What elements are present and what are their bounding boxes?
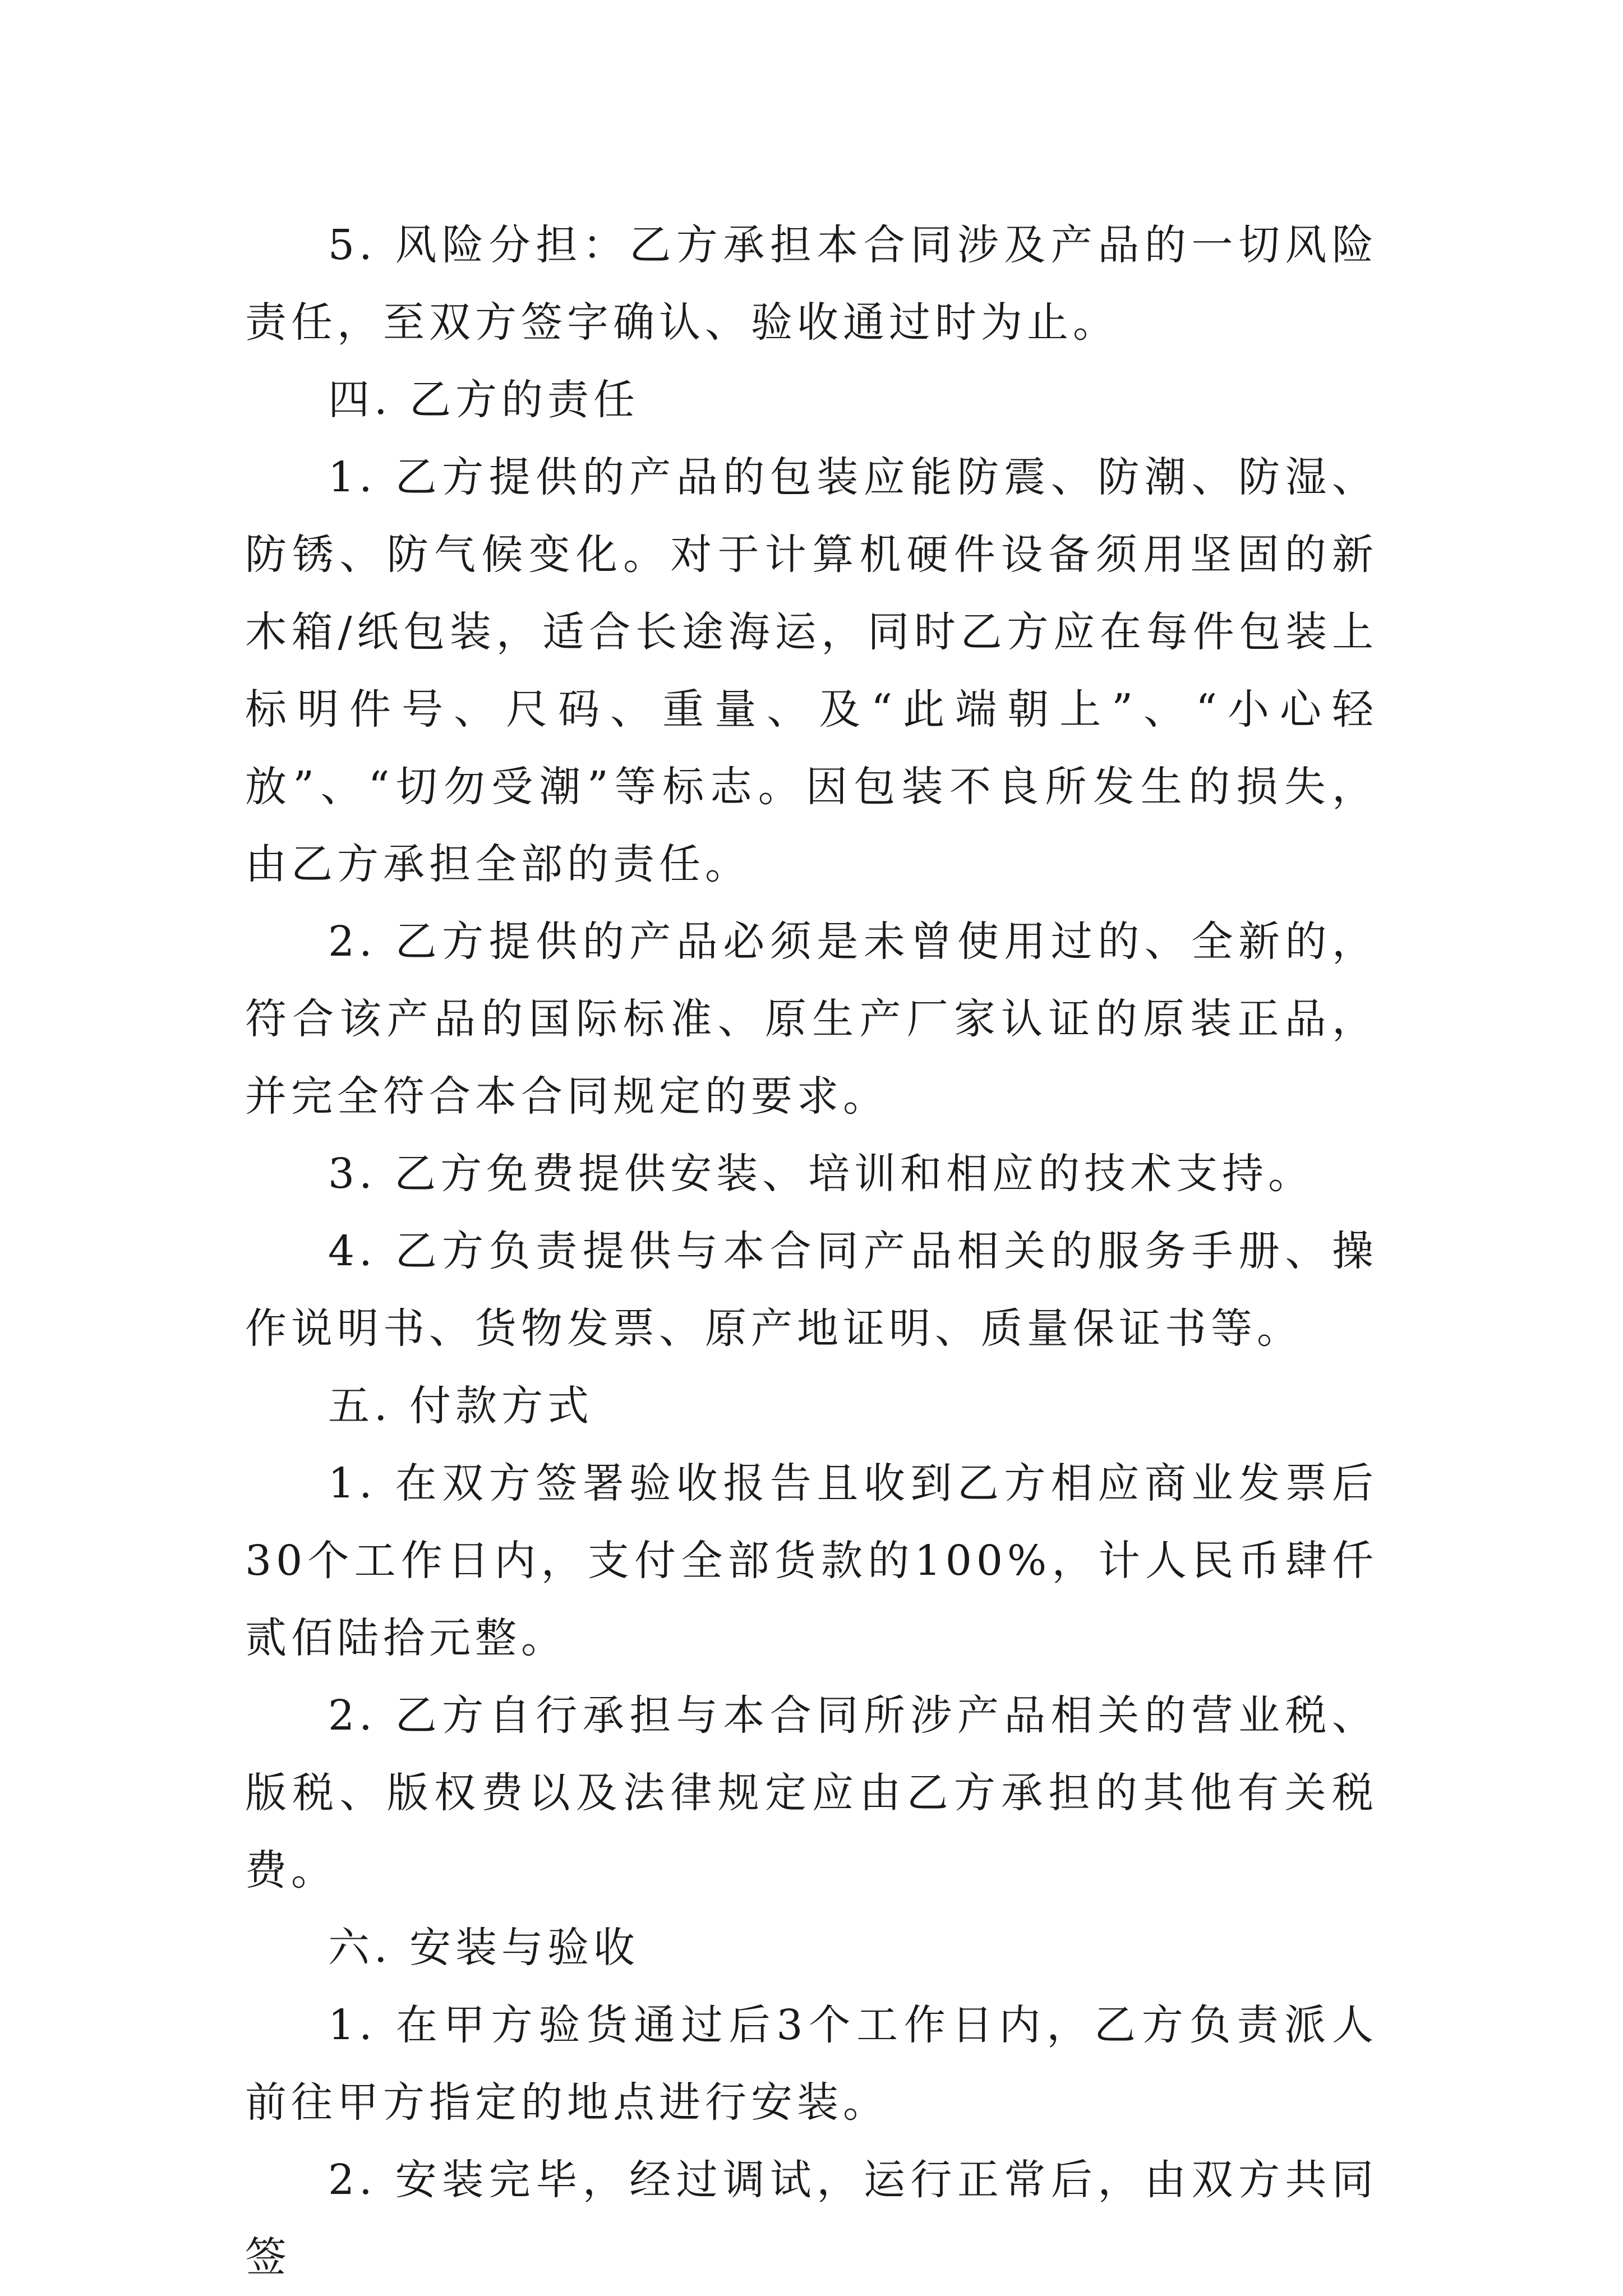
paragraph-installation-timing: 1. 在甲方验货通过后3个工作日内，乙方负责派人前往甲方指定的地点进行安装。: [245, 2001, 1378, 2127]
paragraph-taxes: 2. 乙方自行承担与本合同所涉产品相关的营业税、版税、版权费以及法律规定应由乙方承担的其他有关税费。: [245, 1691, 1378, 1894]
section-heading-party-b-responsibility: 四. 乙方的责任: [328, 376, 640, 424]
paragraph-risk-sharing: 5. 风险分担：乙方承担本合同涉及产品的一切风险责任，至双方签字确认、验收通过时为止。: [245, 221, 1378, 347]
paragraph-payment-terms: 1. 在双方签署验收报告且收到乙方相应商业发票后30个工作日内，支付全部货款的100%，计人民币肆仟贰佰陆拾元整。: [245, 1459, 1378, 1662]
paragraph-documentation: 4. 乙方负责提供与本合同产品相关的服务手册、操作说明书、货物发票、原产地证明、质量保证书等。: [245, 1227, 1378, 1353]
paragraph-acceptance: 2. 安装完毕，经过调试，运行正常后，由双方共同签: [245, 2156, 1378, 2281]
paragraph-product-quality: 2. 乙方提供的产品必须是未曾使用过的、全新的，符合该产品的国际标准、原生产厂家认证的原装正品，并完全符合本合同规定的要求。: [245, 918, 1378, 1121]
section-heading-payment: 五. 付款方式: [328, 1382, 594, 1430]
paragraph-packaging: 1. 乙方提供的产品的包装应能防震、防潮、防湿、防锈、防气候变化。对于计算机硬件设备须用坚固的新木箱/纸包装，适合长途海运，同时乙方应在每件包装上标明件号、尺码、重量、及“此端朝上”、“小心轻放”、“切勿受潮”等标志。因包装不良所发生的损失，由乙方承担全部的责任。: [245, 453, 1378, 888]
section-heading-installation-acceptance: 六. 安装与验收: [328, 1924, 640, 1972]
paragraph-installation-training: 3. 乙方免费提供安装、培训和相应的技术支持。: [328, 1150, 1315, 1198]
